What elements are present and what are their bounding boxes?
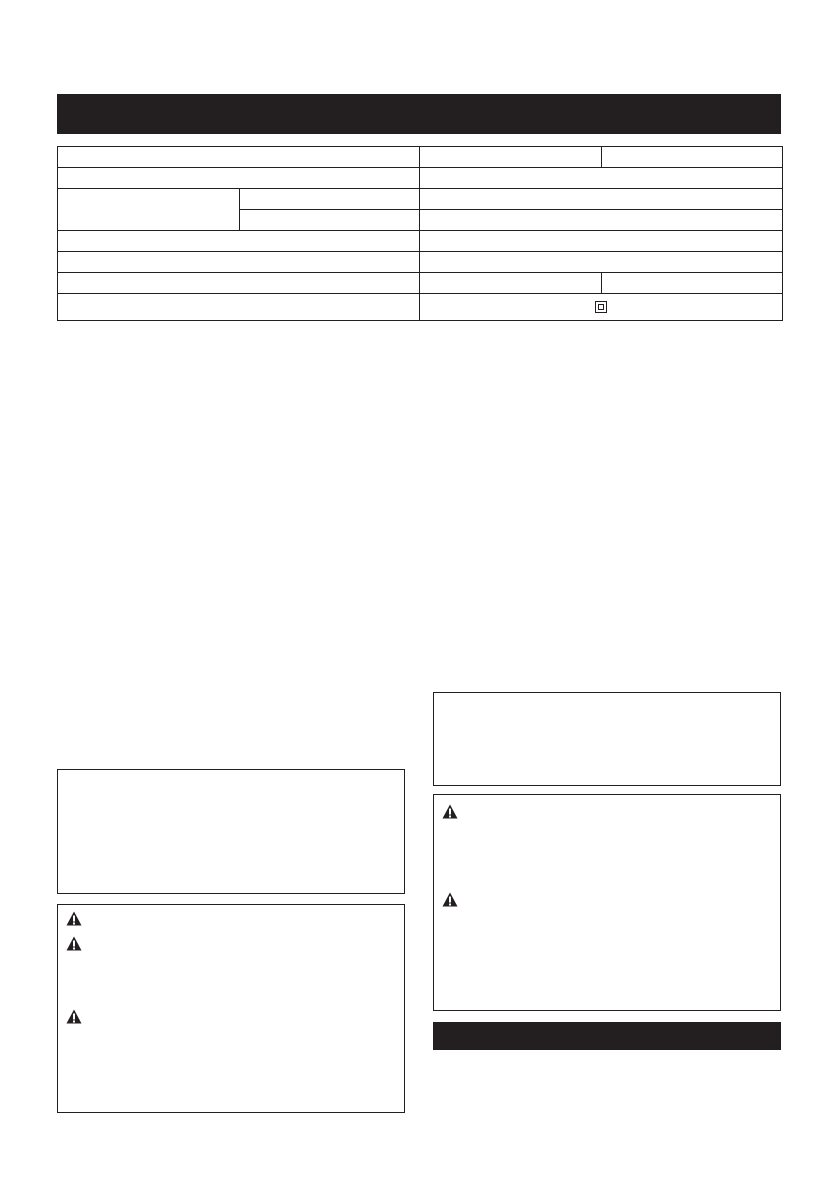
warning-triangle-icon	[442, 892, 458, 907]
warning-box-right	[433, 794, 781, 1011]
warning-triangle-icon	[66, 936, 82, 951]
spec-label-cell	[58, 294, 420, 321]
spec-label-cell	[58, 252, 420, 273]
section-header-bar	[57, 94, 781, 134]
double-insulation-icon	[595, 301, 607, 313]
warning-triangle-icon	[66, 1009, 82, 1024]
spec-sublabel-cell	[240, 189, 420, 210]
table-row	[58, 189, 783, 210]
spec-value-cell	[602, 273, 783, 294]
warning-box-left	[57, 904, 405, 1113]
table-row	[58, 147, 783, 168]
spec-value-cell	[420, 294, 783, 321]
spec-group-label-cell	[58, 189, 240, 231]
spec-label-cell	[58, 231, 420, 252]
specification-table	[57, 146, 783, 321]
spec-value-cell	[420, 147, 602, 168]
spec-value-cell	[420, 168, 783, 189]
spec-label-cell	[58, 147, 420, 168]
table-row	[58, 168, 783, 189]
spec-value-cell	[602, 147, 783, 168]
note-box-right	[433, 692, 781, 786]
note-box-left	[57, 769, 405, 894]
table-row	[58, 273, 783, 294]
spec-value-cell	[420, 210, 783, 231]
warning-triangle-icon	[442, 804, 458, 819]
spec-label-cell	[58, 273, 420, 294]
table-row	[58, 252, 783, 273]
spec-sublabel-cell	[240, 210, 420, 231]
section-header-bar-bottom	[433, 1022, 781, 1050]
warning-triangle-icon	[66, 911, 82, 926]
table-row	[58, 231, 783, 252]
spec-value-cell	[420, 231, 783, 252]
spec-value-cell	[420, 252, 783, 273]
spec-value-cell	[420, 273, 602, 294]
table-row	[58, 294, 783, 321]
spec-label-cell	[58, 168, 420, 189]
spec-value-cell	[420, 189, 783, 210]
